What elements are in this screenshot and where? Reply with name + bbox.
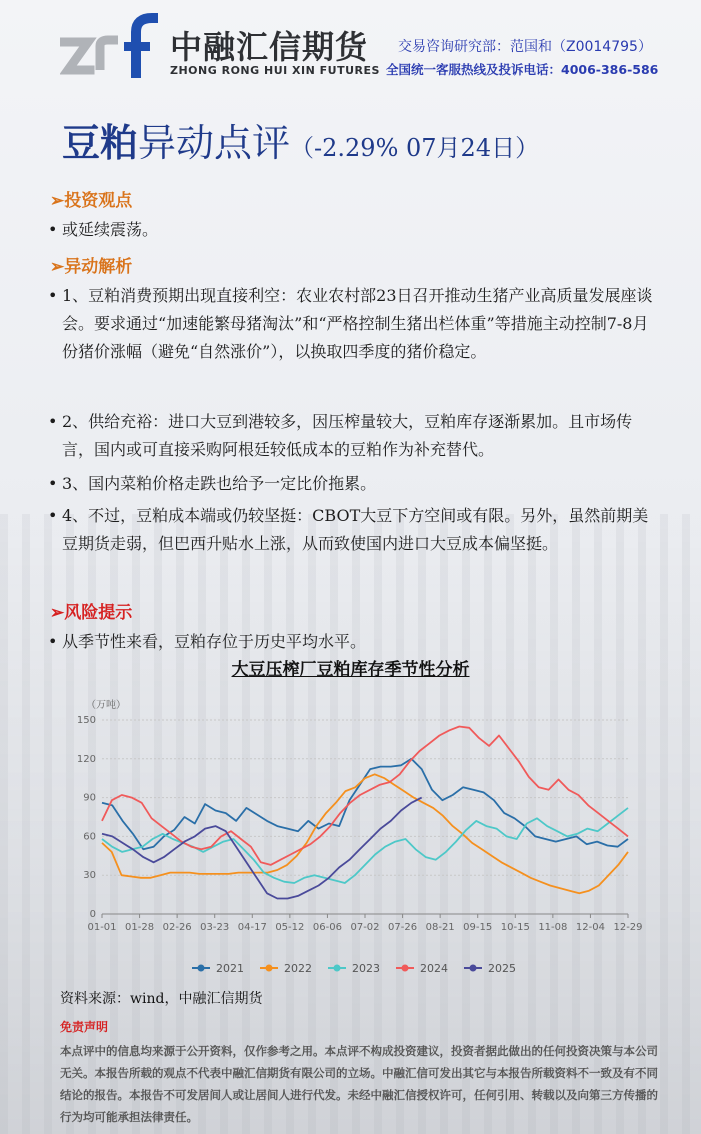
legend-label: 2021	[216, 962, 244, 975]
bullet-dot: •	[48, 220, 58, 239]
disclaimer-body: 本点评中的信息均来源于公开资料，仅作参考之用。本点评不构成投资建议，投资者据此做出的任何投资决策与本公司无关。本报告所载的观点不代表中融汇信期货有限公司的立场。中融汇信可发出其它与本报告所载资料不一致及有不同结论的报告。本报告不可发居间人或让居间人进行代发。未经中融汇信授权许可，任何引用、转载以及向第三方传播的行为均可能承担法律责任。	[60, 1044, 658, 1124]
view-item: • 或延续震荡。	[48, 216, 658, 244]
hotline-contact: 全国统一客服热线及投诉电话：4006-386-586	[386, 62, 659, 77]
analysis-item-4: • 4、不过，豆粕成本端或仍较坚挺：CBOT大豆下方空间或有限。另外，虽然前期美豆期货走弱，但巴西升贴水上涨，从而致使国内进口大豆成本偏坚挺。	[48, 502, 658, 558]
y-axis-label: （万吨）	[86, 700, 126, 711]
chart-title: 大豆压榨厂豆粕库存季节性分析	[231, 660, 470, 680]
analyst-contact: 交易咨询研究部：范国和（Z0014795）	[398, 39, 652, 55]
bullet-dot: •	[48, 474, 58, 493]
analysis-item-1: • 1、豆粕消费预期出现直接利空：农业农村部23日召开推动生猪产业高质量发展座谈会。要求通过“加速能繁母猪淘汰”和“严格控制生猪出栏体重”等措施主动控制7-8月份猪价涨幅（避免“自然涨价”），以换取四季度的猪价稳定。	[48, 282, 658, 366]
bullet-dot: •	[48, 286, 58, 305]
seasonal-inventory-chart	[60, 688, 650, 983]
page-title	[62, 112, 539, 167]
data-source: 资料来源：wind，中融汇信期货	[60, 991, 263, 1007]
x-tick-label: 11-08	[538, 922, 568, 933]
risk-item: • 从季节性来看，豆粕存位于历史平均水平。	[48, 628, 658, 656]
legend-swatch-dot	[470, 965, 477, 972]
y-tick-label: 150	[76, 715, 96, 726]
y-tick-label: 60	[83, 831, 96, 843]
x-tick-label: 01-01	[87, 922, 117, 933]
title-rest: 异动点评	[138, 121, 291, 165]
legend-label: 2023	[352, 962, 380, 975]
x-tick-label: 07-02	[350, 922, 380, 933]
x-tick-label: 02-26	[162, 922, 192, 933]
x-tick-label: 03-23	[200, 922, 230, 933]
company-logo-icon	[60, 12, 160, 82]
bullet-dot: •	[48, 632, 58, 651]
x-tick-label: 05-12	[275, 922, 305, 933]
bullet-dot: •	[48, 412, 58, 431]
analysis-item-2: • 2、供给充裕：进口大豆到港较多，因压榨量较大，豆粕库存逐渐累加。且市场传言，国内或可直接采购阿根廷较低成本的豆粕作为补充替代。	[48, 408, 658, 464]
y-tick-label: 120	[76, 753, 96, 765]
logo-chinese-name: 中融汇信期货	[170, 28, 369, 66]
legend-label: 2025	[488, 962, 516, 975]
section-title-analysis: ➢异动解析	[50, 257, 133, 277]
x-tick-label: 08-21	[425, 922, 455, 933]
header	[0, 0, 701, 100]
legend-swatch-dot	[402, 965, 409, 972]
legend-label: 2024	[420, 962, 448, 975]
series-line-2021	[102, 759, 628, 850]
logo-english-name: ZHONG RONG HUI XIN FUTURES	[170, 64, 380, 77]
y-tick-label: 30	[83, 870, 96, 882]
title-main: 豆粕	[62, 120, 139, 165]
legend-swatch-dot	[198, 965, 205, 972]
section-title-risk: ➢风险提示	[50, 603, 133, 623]
legend-swatch-dot	[266, 965, 273, 972]
y-tick-label: 0	[89, 909, 96, 920]
x-tick-label: 01-28	[125, 922, 155, 933]
disclaimer-title: 免责声明	[60, 1020, 109, 1034]
bullet-dot: •	[48, 506, 58, 525]
x-tick-label: 12-04	[575, 922, 605, 933]
x-tick-label: 04-17	[237, 922, 267, 933]
legend-swatch-dot	[334, 965, 341, 972]
legend-label: 2022	[284, 962, 312, 975]
title-subtitle: （-2.29% 07月24日）	[290, 134, 540, 162]
x-tick-label: 10-15	[500, 922, 530, 933]
y-tick-label: 90	[83, 792, 96, 804]
x-tick-label: 09-15	[463, 922, 493, 933]
x-tick-label: 12-29	[613, 922, 643, 933]
section-title-view: ➢投资观点	[50, 191, 133, 211]
analysis-item-3: • 3、国内菜粕价格走跌也给予一定比价拖累。	[48, 470, 658, 498]
x-tick-label: 07-26	[388, 922, 418, 933]
x-tick-label: 06-06	[312, 922, 342, 933]
